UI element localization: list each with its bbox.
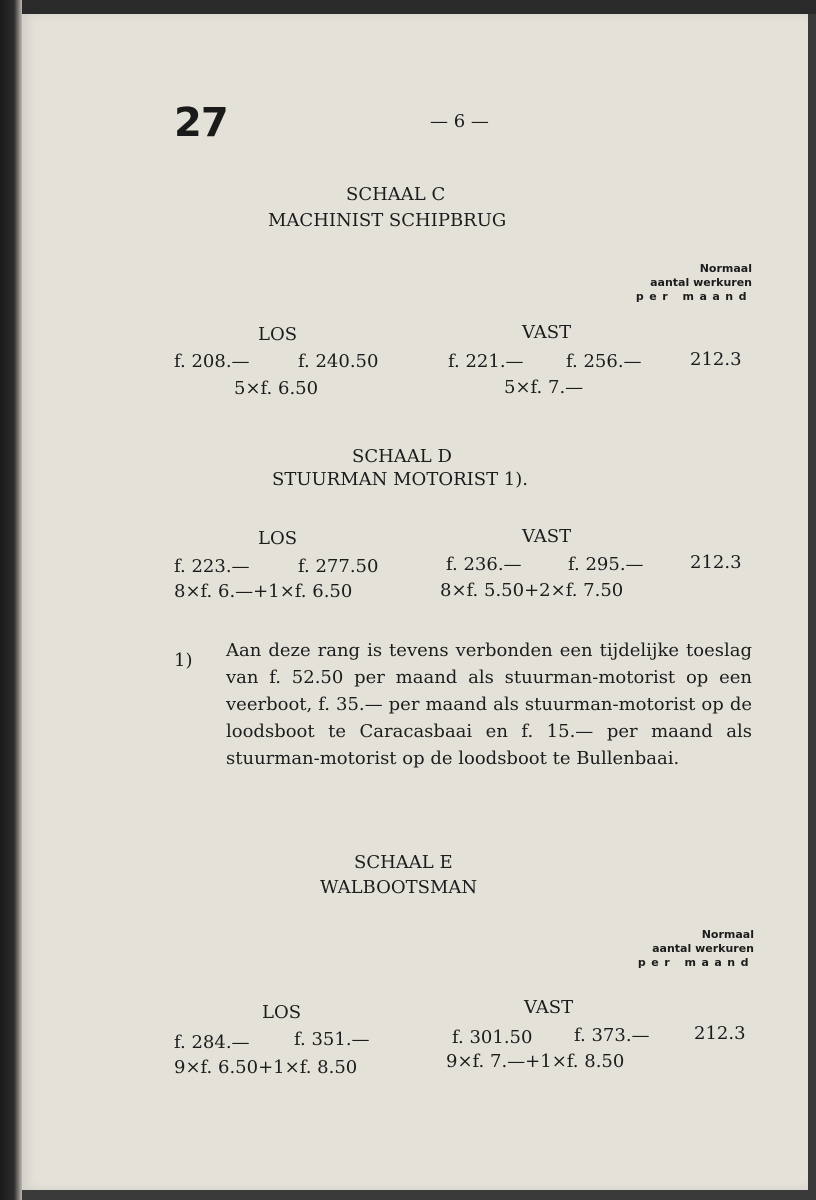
- schaal-e-los-header: LOS: [262, 1002, 302, 1023]
- schaal-e-column-note: [638, 928, 754, 970]
- schaal-c-los-min: f. 208.—: [174, 351, 250, 372]
- schaal-d-subtitle: STUURMAN MOTORIST 1).: [272, 469, 528, 490]
- scan-border-top: [0, 0, 816, 14]
- scan-border-left: [0, 0, 22, 1200]
- schaal-d-vast-header: VAST: [522, 526, 572, 547]
- schaal-d-title: SCHAAL D: [352, 446, 452, 467]
- schaal-d-los-step: 8×f. 6.—+1×f. 6.50: [174, 581, 353, 602]
- column-note-line1: Normaal: [699, 262, 752, 275]
- schaal-c-vast-step: 5×f. 7.—: [504, 377, 584, 398]
- footnote-text: Aan deze rang is tevens verbonden een tijdelijke toeslag van f. 52.50 per maand als stuurman-motorist op een veerboot, f. 35.— per maand als stuurman-motorist op de loodsboot te Caracasbaai en f. 15.— per maand als stuurman-motorist op de loodsboot te Bullenbaai.: [226, 640, 752, 769]
- schaal-c-column-note: [636, 262, 752, 304]
- schaal-e-los-min: f. 284.—: [174, 1032, 250, 1053]
- schaal-e-vast-min: f. 301.50: [452, 1027, 533, 1048]
- schaal-e-los-max: f. 351.—: [294, 1029, 370, 1050]
- schaal-d-vast-step: 8×f. 5.50+2×f. 7.50: [440, 580, 624, 601]
- page-number: — 6 —: [430, 111, 489, 132]
- schaal-e-vast-step: 9×f. 7.—+1×f. 8.50: [446, 1051, 625, 1072]
- schaal-c-vast-max: f. 256.—: [566, 351, 642, 372]
- schaal-e-hours: 212.3: [694, 1023, 746, 1044]
- schaal-d-vast-min: f. 236.—: [446, 554, 522, 575]
- schaal-c-los-step: 5×f. 6.50: [234, 378, 319, 399]
- schaal-c-hours: 212.3: [690, 349, 742, 370]
- schaal-e-vast-header: VAST: [524, 997, 574, 1018]
- page-stamp: 27: [174, 100, 228, 146]
- schaal-c-los-header: LOS: [258, 324, 298, 345]
- schaal-e-subtitle: WALBOOTSMAN: [320, 877, 478, 898]
- schaal-c-title: SCHAAL C: [346, 184, 446, 205]
- schaal-d-los-max: f. 277.50: [298, 556, 379, 577]
- schaal-d-los-min: f. 223.—: [174, 556, 250, 577]
- schaal-e-los-step: 9×f. 6.50+1×f. 8.50: [174, 1057, 358, 1078]
- schaal-c-los-max: f. 240.50: [298, 351, 379, 372]
- schaal-c-vast-min: f. 221.—: [448, 351, 524, 372]
- schaal-d-vast-max: f. 295.—: [568, 554, 644, 575]
- schaal-c-vast-header: VAST: [522, 322, 572, 343]
- column-note-line3: per maand: [637, 956, 754, 969]
- document-page: [22, 14, 808, 1190]
- schaal-e-vast-max: f. 373.—: [574, 1025, 650, 1046]
- column-note-line2: aantal werkuren: [650, 276, 752, 289]
- column-note-line2: aantal werkuren: [652, 942, 754, 955]
- column-note-line3: per maand: [635, 290, 752, 303]
- schaal-c-subtitle: MACHINIST SCHIPBRUG: [268, 210, 507, 231]
- column-note-line1: Normaal: [701, 928, 754, 941]
- schaal-e-title: SCHAAL E: [354, 852, 453, 873]
- schaal-d-los-header: LOS: [258, 528, 298, 549]
- schaal-d-hours: 212.3: [690, 552, 742, 573]
- footnote-marker: 1): [174, 650, 193, 671]
